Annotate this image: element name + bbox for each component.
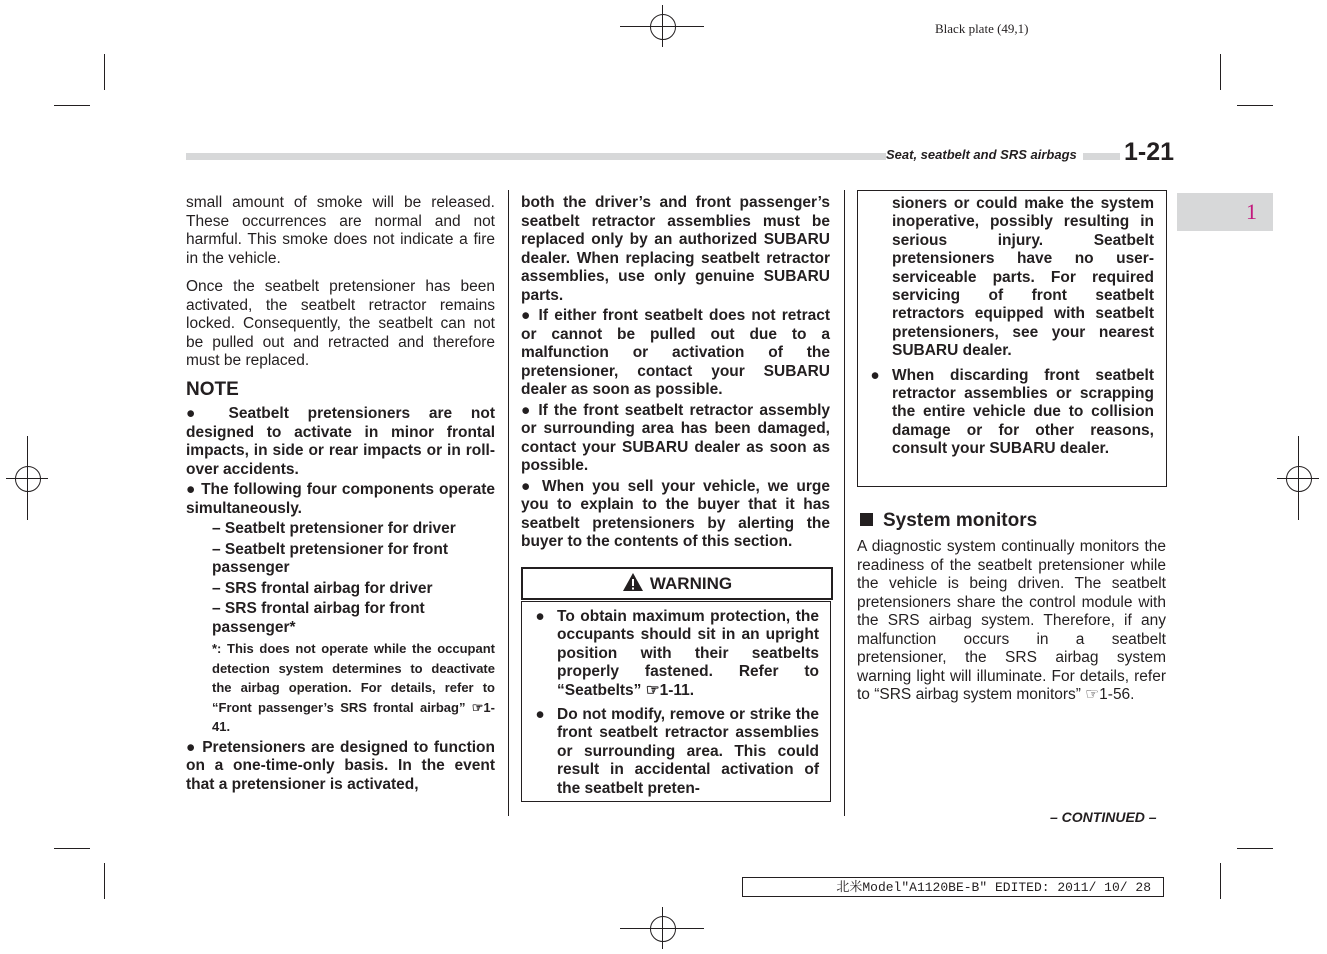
warning-item-text: To obtain maximum protection, the occupants should sit in an upright position with their seatbelts properly fastened. Refer to “Seatbelts” ☞1-11. bbox=[557, 608, 819, 699]
heading-text: System monitors bbox=[883, 510, 1038, 531]
chapter-tab-number: 1 bbox=[1246, 199, 1257, 224]
crop-mark bbox=[54, 848, 90, 849]
paragraph: Once the seatbelt pretensioner has been activated, the seatbelt retractor remains locked. Consequently, the seatbelt can not be pulled out and retracted and therefore must be replaced. bbox=[186, 278, 495, 369]
crop-mark bbox=[1237, 848, 1273, 849]
bullet-item: ● When you sell your vehicle, we urge you to explain to the buyer that it has seatbelt pretensioners by alerting the buyer to the contents of this section. bbox=[521, 477, 830, 550]
bullet-glyph: ● bbox=[870, 366, 880, 384]
dash-item: – Seatbelt pretensioner for front passenger bbox=[212, 540, 448, 576]
paragraph: A diagnostic system continually monitors the readiness of the seatbelt pretensioner while the vehicle is being driven. The seatbelt pretensioners share the control module with the SRS airbag system. Therefore, if any malfunction occurs in a seatbelt pretensioner, the SRS airbag system warning light will illuminate. For details, refer to “SRS airbag system monitors” ☞1-56. bbox=[857, 538, 1166, 703]
registration-circle bbox=[650, 916, 676, 942]
bullet-item: ● Pretensioners are designed to function on a one-time-only basis. In the event that a pretensioner is activated, bbox=[186, 738, 495, 793]
warning-heading bbox=[521, 567, 833, 600]
warning-triangle-icon bbox=[622, 572, 644, 592]
column-divider bbox=[508, 190, 509, 816]
warning-label: WARNING bbox=[649, 574, 733, 593]
section-title: Seat, seatbelt and SRS airbags bbox=[886, 147, 1083, 162]
plate-label: Black plate (49,1) bbox=[935, 21, 1029, 36]
crop-mark bbox=[104, 54, 105, 90]
warning-item bbox=[523, 706, 819, 798]
note-heading: NOTE bbox=[186, 378, 239, 400]
page-number: 1-21 bbox=[1120, 138, 1174, 167]
crop-mark bbox=[1220, 863, 1221, 899]
system-monitors-heading bbox=[860, 510, 1037, 532]
registration-circle bbox=[1286, 466, 1312, 492]
column-divider bbox=[844, 190, 845, 816]
warning-item bbox=[858, 195, 1154, 361]
warning-item bbox=[523, 608, 819, 700]
column-1 bbox=[186, 194, 495, 796]
bullet-item: ● Seatbelt pretensioners are not designed to activate in minor frontal impacts, in side or rear impacts or in roll-over accidents. bbox=[186, 405, 495, 478]
dash-item: – SRS frontal airbag for front passenger* bbox=[212, 600, 425, 636]
column-2 bbox=[521, 194, 830, 562]
continued-label: – CONTINUED – bbox=[1050, 809, 1157, 825]
column-3-text bbox=[857, 538, 1166, 715]
registration-circle bbox=[15, 466, 41, 492]
bullet-glyph: ● bbox=[535, 706, 545, 724]
warning-text-continued bbox=[858, 195, 1154, 465]
bullet-item: ● If either front seatbelt does not retract or cannot be pulled out due to a malfunction or activation of the pretensioner, contact your SUBARU dealer as soon as possible. bbox=[521, 307, 830, 398]
dash-item: – SRS frontal airbag for driver bbox=[212, 579, 433, 597]
warning-item-text: Do not modify, remove or strike the front seatbelt retractor assemblies or surrounding area. This could result in accidental activation of the seatbelt preten- bbox=[557, 706, 819, 797]
warning-item-text: When discarding front seatbelt retractor assemblies or scrapping the entire vehicle due to collision damage or for other reasons, consult your SUBARU dealer. bbox=[892, 366, 1154, 458]
warning-text bbox=[523, 608, 819, 804]
bullet-glyph: ● bbox=[535, 608, 545, 625]
bullet-item: ● The following four components operate simultaneously. bbox=[186, 481, 495, 517]
paragraph: both the driver’s and front passenger’s seatbelt retractor assemblies must be replaced only by an authorized SUBARU dealer. When replacing seatbelt retractor assemblies, use only genuine SUBARU parts. bbox=[521, 194, 830, 304]
crop-mark bbox=[104, 863, 105, 899]
bullet-item: ● If the front seatbelt retractor assembly or surrounding area has been damaged, contact your SUBARU dealer as soon as possible. bbox=[521, 401, 830, 474]
dash-item: – Seatbelt pretensioner for driver bbox=[212, 520, 456, 537]
registration-circle bbox=[650, 14, 676, 40]
paragraph: small amount of smoke will be released. These occurrences are normal and not harmful. This smoke does not indicate a fire in the vehicle. bbox=[186, 194, 495, 267]
crop-mark bbox=[1220, 54, 1221, 90]
chapter-tab bbox=[1177, 193, 1273, 231]
warning-item-text: sioners or could make the system inoperative, possibly resulting in serious injury. Seatbelt pretensioners have no user-serviceable parts. For required servicing of front seatbelt retractors equipped with seatbelt pretensioners, see your nearest SUBARU dealer. bbox=[892, 195, 1154, 360]
crop-mark bbox=[1237, 105, 1273, 106]
warning-item bbox=[858, 367, 1154, 459]
edit-stamp: 北米Model"A1120BE-B" EDITED: 2011/ 10/ 28 bbox=[742, 877, 1164, 897]
square-bullet-icon bbox=[860, 513, 873, 526]
crop-mark bbox=[54, 105, 90, 106]
footnote: *: This does not operate while the occupant detection system determines to deactivate the airbag operation. For details, refer to “Front passenger’s SRS frontal airbag” ☞1-41. bbox=[212, 641, 495, 734]
